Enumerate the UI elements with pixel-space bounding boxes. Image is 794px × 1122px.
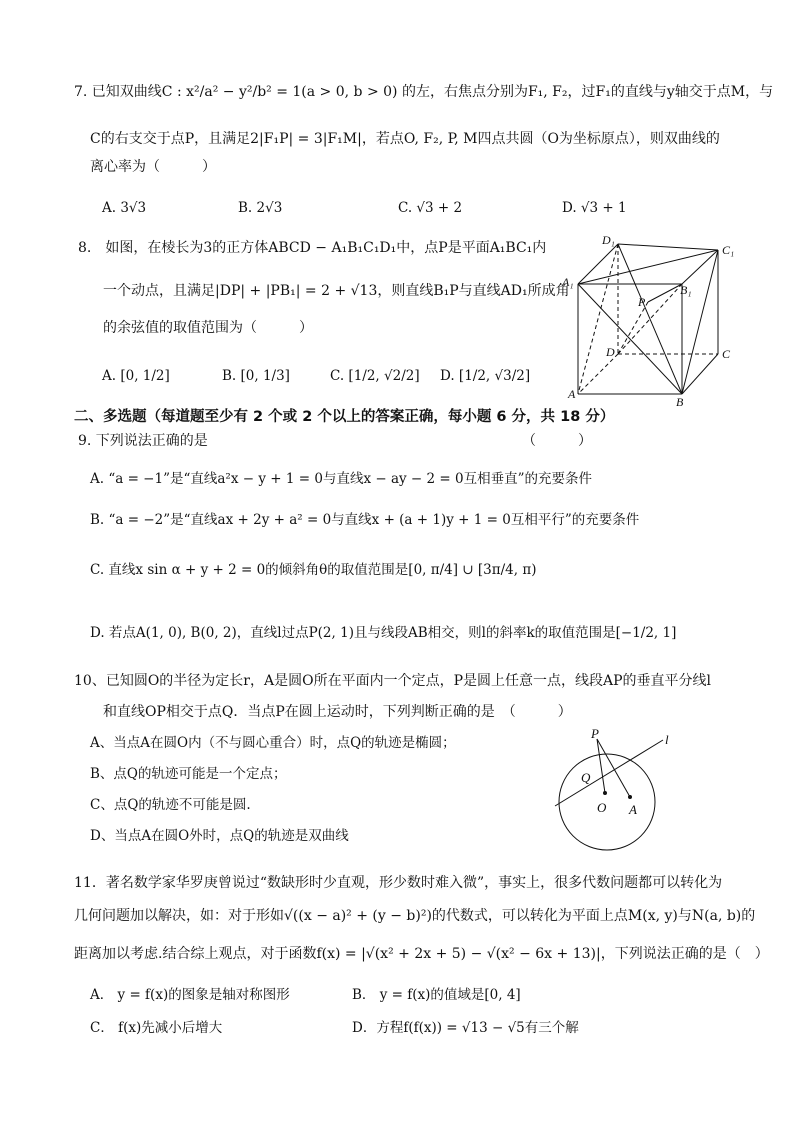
circle-label-q: Q	[581, 770, 591, 785]
q7-option-d: D. √3 + 1	[562, 200, 627, 216]
q7-line-3: 离心率为（ ）	[90, 159, 216, 175]
q7-option-a: A. 3√3	[102, 200, 147, 216]
cube-label-c: C	[722, 347, 731, 361]
q10-option-b: B、点Q的轨迹可能是一个定点；	[90, 766, 287, 782]
q8-option-b: B. [0, 1/3]	[222, 368, 290, 384]
cube-label-b: B	[676, 395, 684, 409]
q9-paren: （ ）	[522, 433, 592, 449]
q11-option-d: D．方程f(f(x)) = √13 − √5有三个解	[352, 1020, 579, 1036]
cube-label-d: D	[606, 345, 615, 359]
q7-option-b: B. 2√3	[238, 200, 283, 216]
q8-line-1: 8. 如图，在棱长为3的正方体ABCD − A₁B₁C₁D₁中，点P是平面A₁BC₁内	[78, 240, 547, 256]
q10-line-2: 和直线OP相交于点Q．当点P在圆上运动时，下列判断正确的是 （ ）	[103, 704, 572, 720]
q9-stem: 9. 下列说法正确的是	[78, 433, 208, 449]
q11-option-c: C． f(x)先减小后增大	[90, 1020, 223, 1036]
q8-line-2: 一个动点，且满足|DP| + |PB₁| = 2 + √13，则直线B₁P与直线AD₁所成角	[103, 283, 570, 299]
circle-figure	[545, 726, 695, 850]
q11-line-3: 距离加以考虑.结合综上观点，对于函数f(x) = |√(x² + 2x + 5) − √(x² − 6x + 13)|，下列说法正确的是（ ）	[74, 946, 769, 962]
q9-option-c: C. 直线x sin α + y + 2 = 0的倾斜角θ的取值范围是[0, π/4] ∪ [3π/4, π)	[90, 562, 537, 578]
q9-option-d: D. 若点A(1, 0), B(0, 2)，直线l过点P(2, 1)且与线段AB相交，则l的斜率k的取值范围是[−1/2, 1]	[90, 625, 677, 641]
q8-option-d: D. [1/2, √3/2]	[440, 368, 531, 384]
q11-option-b: B． y = f(x)的值域是[0, 4]	[352, 987, 521, 1003]
circle-label-p: P	[591, 726, 599, 741]
q11-line-1: 11．著名数学家华罗庚曾说过“数缺形时少直观，形少数时难入微”，事实上，很多代数问题都可以转化为	[74, 875, 723, 891]
circle-label-a: A	[629, 802, 637, 817]
q7-line-1: 7. 已知双曲线C : x²/a² − y²/b² = 1(a > 0, b > 0) 的左，右焦点分别为F₁, F₂，过F₁的直线与y轴交于点M，与	[74, 84, 774, 100]
cube-label-p: P	[638, 295, 646, 309]
circle-label-o: O	[597, 800, 607, 815]
cube-label-a: A	[568, 387, 576, 401]
circle-label-l: l	[665, 732, 669, 747]
section-heading: 二、多选题（每道题至少有 2 个或 2 个以上的答案正确，每小题 6 分，共 18 分）	[74, 409, 615, 425]
q7-line-2: C的右支交于点P，且满足2|F₁P| = 3|F₁M|，若点O, F₂, P, M四点共圆（O为坐标原点），则双曲线的	[90, 131, 720, 147]
cube-figure	[560, 232, 740, 407]
q9-option-b: B. “a = −2”是“直线ax + 2y + a² = 0与直线x + (a + 1)y + 1 = 0互相平行”的充要条件	[90, 512, 640, 528]
cube-label-d1: D₁	[602, 233, 615, 247]
q8-option-c: C. [1/2, √2/2]	[330, 368, 420, 384]
cube-label-b1: B₁	[680, 283, 692, 297]
q10-line-1: 10、已知圆O的半径为定长r，A是圆O所在平面内一个定点，P是圆上任意一点，线段AP的垂直平分线l	[74, 673, 711, 689]
q7-option-c: C. √3 + 2	[398, 200, 463, 216]
q11-line-2: 几何问题加以解决，如：对于形如√((x − a)² + (y − b)²)的代数式，可以转化为平面上点M(x, y)与N(a, b)的	[74, 908, 756, 924]
q11-option-a: A． y = f(x)的图象是轴对称图形	[90, 987, 290, 1003]
q10-option-d: D、当点A在圆O外时，点Q的轨迹是双曲线	[90, 828, 349, 844]
q8-option-a: A. [0, 1/2]	[102, 368, 170, 384]
cube-label-a1: A₁	[562, 275, 574, 289]
cube-label-c1: C₁	[722, 243, 735, 257]
q10-option-c: C、点Q的轨迹不可能是圆.	[90, 797, 251, 813]
q9-option-a: A. “a = −1”是“直线a²x − y + 1 = 0与直线x − ay − 2 = 0互相垂直”的充要条件	[90, 471, 592, 487]
q10-option-a: A、当点A在圆O内（不与圆心重合）时，点Q的轨迹是椭圆；	[90, 735, 456, 751]
q8-line-3: 的余弦值的取值范围为（ ）	[103, 320, 313, 336]
